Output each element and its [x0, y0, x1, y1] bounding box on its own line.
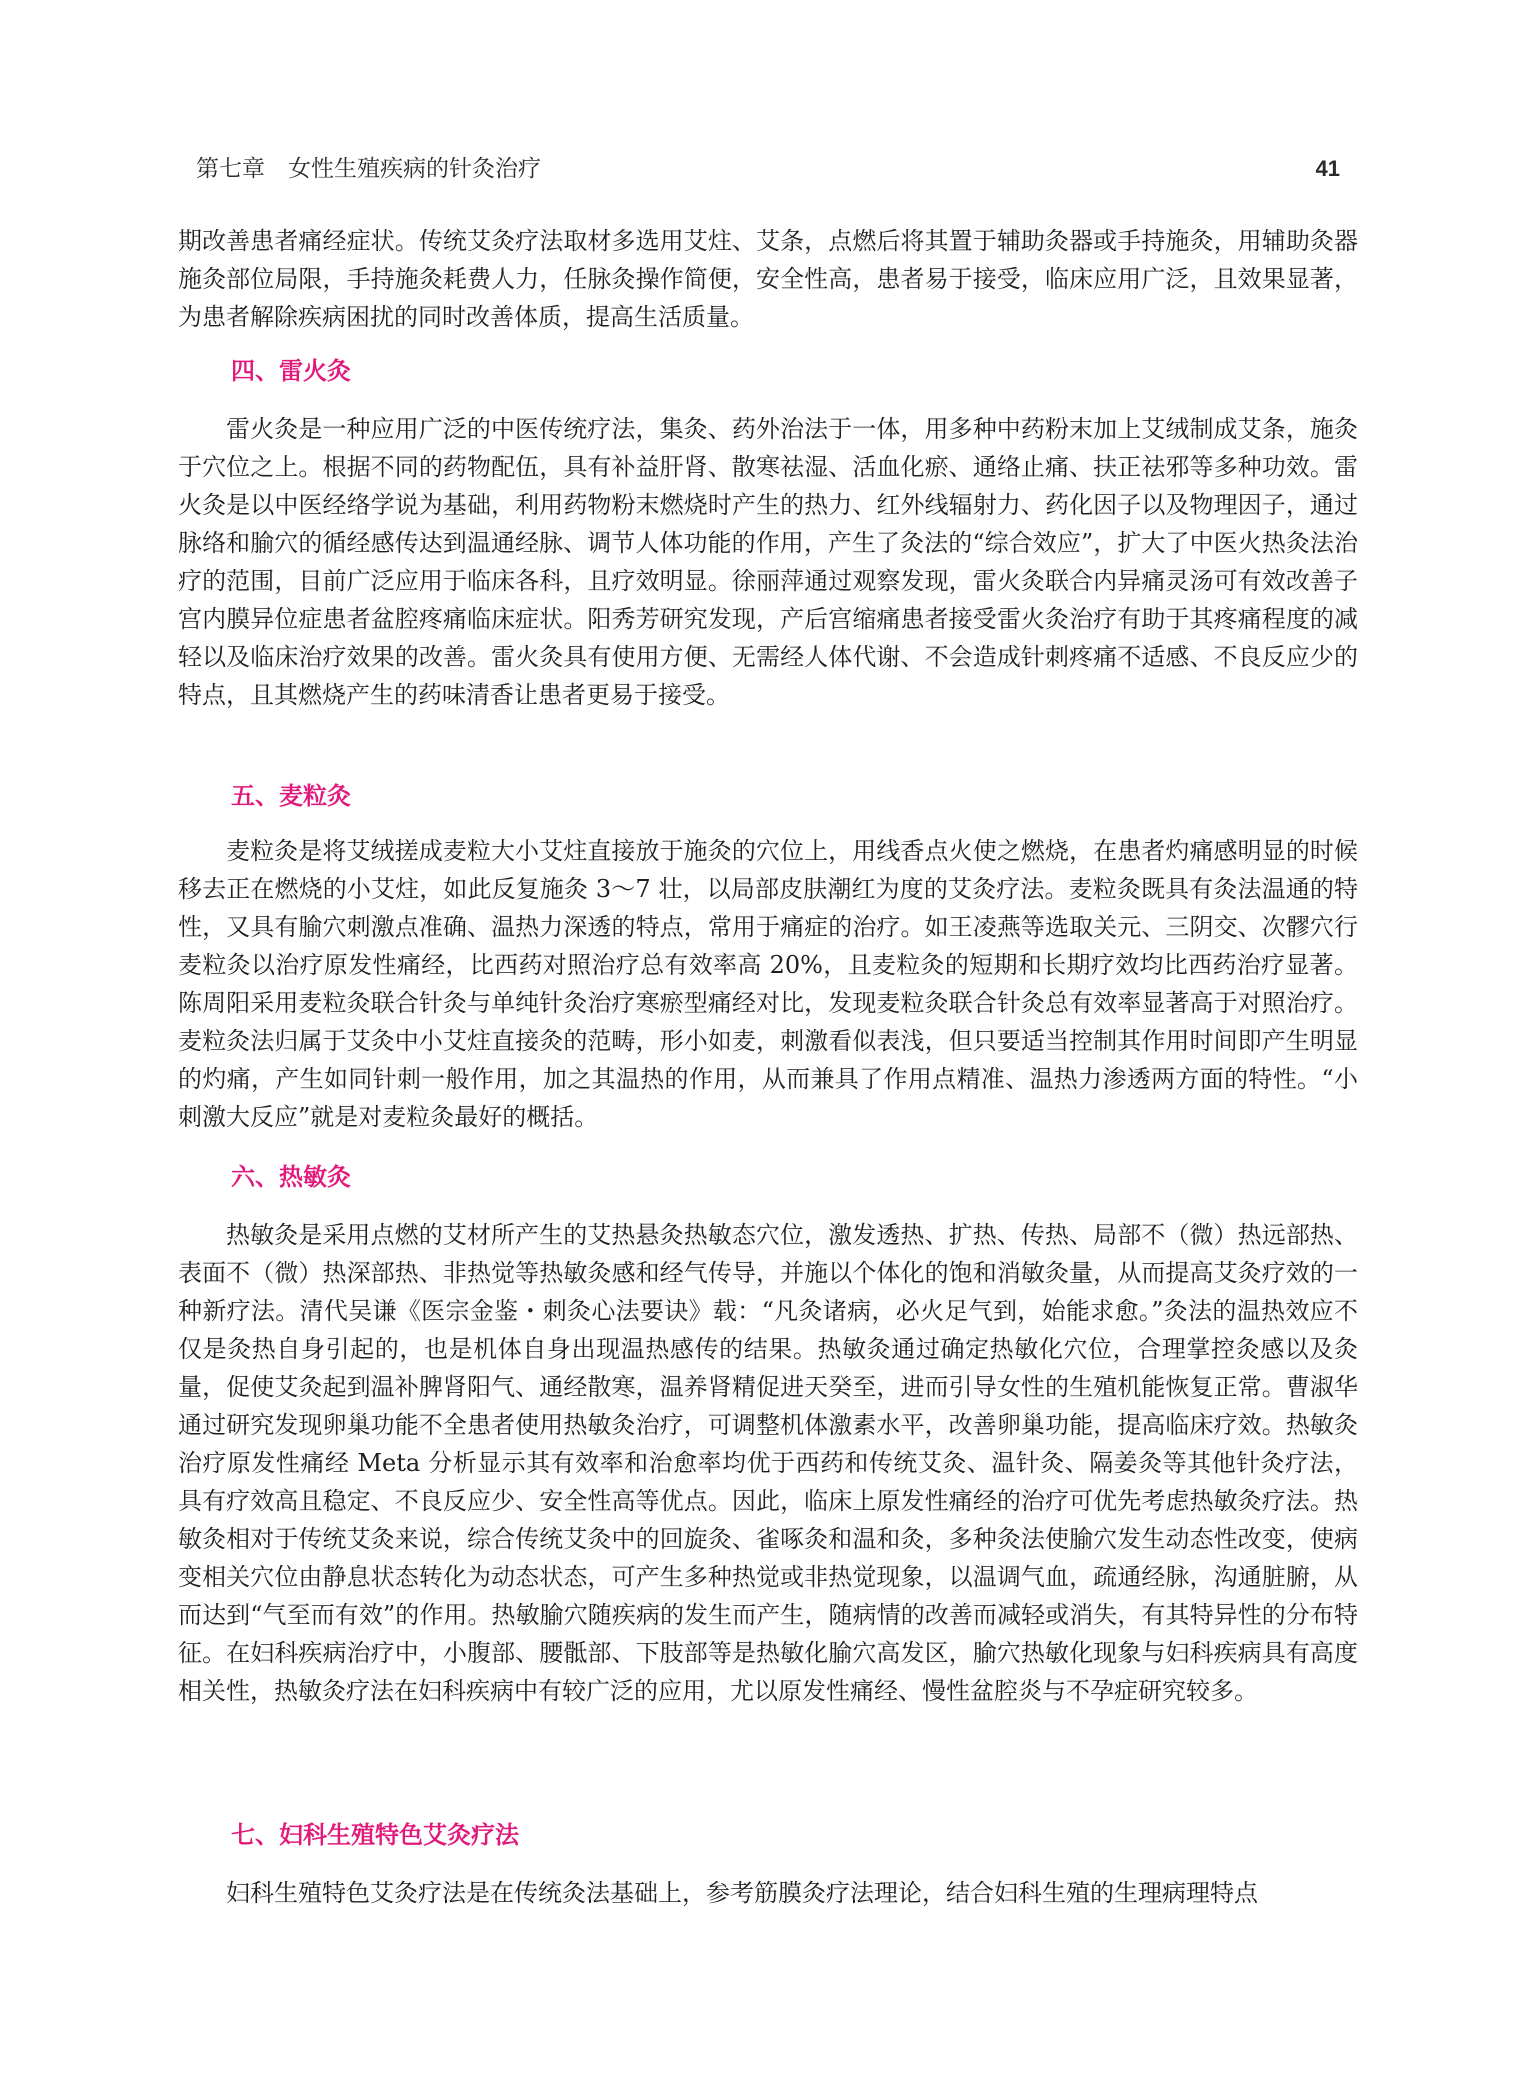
paragraph-re-min-jiu: 热敏灸是采用点燃的艾材所产生的艾热悬灸热敏态穴位，激发透热、扩热、传热、局部不（微）热远部热、表面不（微）热深部热、非热觉等热敏灸感和经气传导，并施以个体化的饱和消敏灸量，从而提高艾灸疗效的一种新疗法。清代吴谦《医宗金鉴・刺灸心法要诀》载：“凡灸诸病，必火足气到，始能求愈。”灸法的温热效应不仅是灸热自身引起的，也是机体自身出现温热感传的结果。热敏灸通过确定热敏化穴位，合理掌控灸感以及灸量，促使艾灸起到温补脾肾阳气、通经散寒，温养肾精促进天癸至，进而引导女性的生殖机能恢复正常。曹淑华通过研究发现卵巢功能不全患者使用热敏灸治疗，可调整机体激素水平，改善卵巢功能，提高临床疗效。热敏灸治疗原发性痛经 Meta 分析显示其有效率和治愈率均优于西药和传统艾灸、温针灸、隔姜灸等其他针灸疗法，具有疗效高且稳定、不良反应少、安全性高等优点。因此，临床上原发性痛经的治疗可优先考虑热敏灸疗法。热敏灸相对于传统艾灸来说，综合传统艾灸中的回旋灸、雀啄灸和温和灸，多种灸法使腧穴发生动态性改变，使病变相关穴位由静息状态转化为动态状态，可产生多种热觉或非热觉现象，以温调气血，疏通经脉，沟通脏腑，从而达到“气至而有效”的作用。热敏腧穴随疾病的发生而产生，随病情的改善而减轻或消失，有其特异性的分布特征。在妇科疾病治疗中，小腹部、腰骶部、下肢部等是热敏化腧穴高发区，腧穴热敏化现象与妇科疾病具有高度相关性，热敏灸疗法在妇科疾病中有较广泛的应用，尤以原发性痛经、慢性盆腔炎与不孕症研究较多。 [178, 1221, 1358, 1705]
section-heading-fu-ke-sheng-zhi: 七、妇科生殖特色艾灸疗法 [231, 1821, 519, 1849]
section-heading-mai-li-jiu: 五、麦粒灸 [231, 782, 351, 810]
section-heading-re-min-jiu: 六、热敏灸 [231, 1163, 351, 1191]
paragraph-mai-li-jiu: 麦粒灸是将艾绒搓成麦粒大小艾炷直接放于施灸的穴位上，用线香点火使之燃烧，在患者灼痛感明显的时候移去正在燃烧的小艾炷，如此反复施灸 3～7 壮，以局部皮肤潮红为度的艾灸疗法。麦粒灸既具有灸法温通的特性，又具有腧穴刺激点准确、温热力深透的特点，常用于痛症的治疗。如王凌燕等选取关元、三阴交、次髎穴行麦粒灸以治疗原发性痛经，比西药对照治疗总有效率高 20%，且麦粒灸的短期和长期疗效均比西药治疗显著。陈周阳采用麦粒灸联合针灸与单纯针灸治疗寒瘀型痛经对比，发现麦粒灸联合针灸总有效率显著高于对照治疗。麦粒灸法归属于艾灸中小艾炷直接灸的范畴，形小如麦，刺激看似表浅，但只要适当控制其作用时间即产生明显的灼痛，产生如同针刺一般作用，加之其温热的作用，从而兼具了作用点精准、温热力渗透两方面的特性。“小刺激大反应”就是对麦粒灸最好的概括。 [178, 837, 1358, 1131]
continuation-paragraph: 期改善患者痛经症状。传统艾灸疗法取材多选用艾炷、艾条，点燃后将其置于辅助灸器或手持施灸，用辅助灸器施灸部位局限，手持施灸耗费人力，任脉灸操作简便，安全性高，患者易于接受，临床应用广泛，且效果显著，为患者解除疾病困扰的同时改善体质，提高生活质量。 [178, 227, 1358, 331]
chapter-title: 第七章 女性生殖疾病的针灸治疗 [196, 156, 541, 182]
paragraph-fu-ke-sheng-zhi: 妇科生殖特色艾灸疗法是在传统灸法基础上，参考筋膜灸疗法理论，结合妇科生殖的生理病理特点 [226, 1879, 1258, 1907]
section-heading-lei-huo-jiu: 四、雷火灸 [231, 357, 351, 385]
paragraph-lei-huo-jiu: 雷火灸是一种应用广泛的中医传统疗法，集灸、药外治法于一体，用多种中药粉末加上艾绒制成艾条，施灸于穴位之上。根据不同的药物配伍，具有补益肝肾、散寒祛湿、活血化瘀、通络止痛、扶正祛邪等多种功效。雷火灸是以中医经络学说为基础，利用药物粉末燃烧时产生的热力、红外线辐射力、药化因子以及物理因子，通过脉络和腧穴的循经感传达到温通经脉、调节人体功能的作用，产生了灸法的“综合效应”，扩大了中医火热灸法治疗的范围，目前广泛应用于临床各科，且疗效明显。徐丽萍通过观察发现，雷火灸联合内异痛灵汤可有效改善子宫内膜异位症患者盆腔疼痛临床症状。阳秀芳研究发现，产后宫缩痛患者接受雷火灸治疗有助于其疼痛程度的减轻以及临床治疗效果的改善。雷火灸具有使用方便、无需经人体代谢、不会造成针刺疼痛不适感、不良反应少的特点，且其燃烧产生的药味清香让患者更易于接受。 [178, 415, 1358, 709]
page-number: 41 [1315, 156, 1340, 181]
